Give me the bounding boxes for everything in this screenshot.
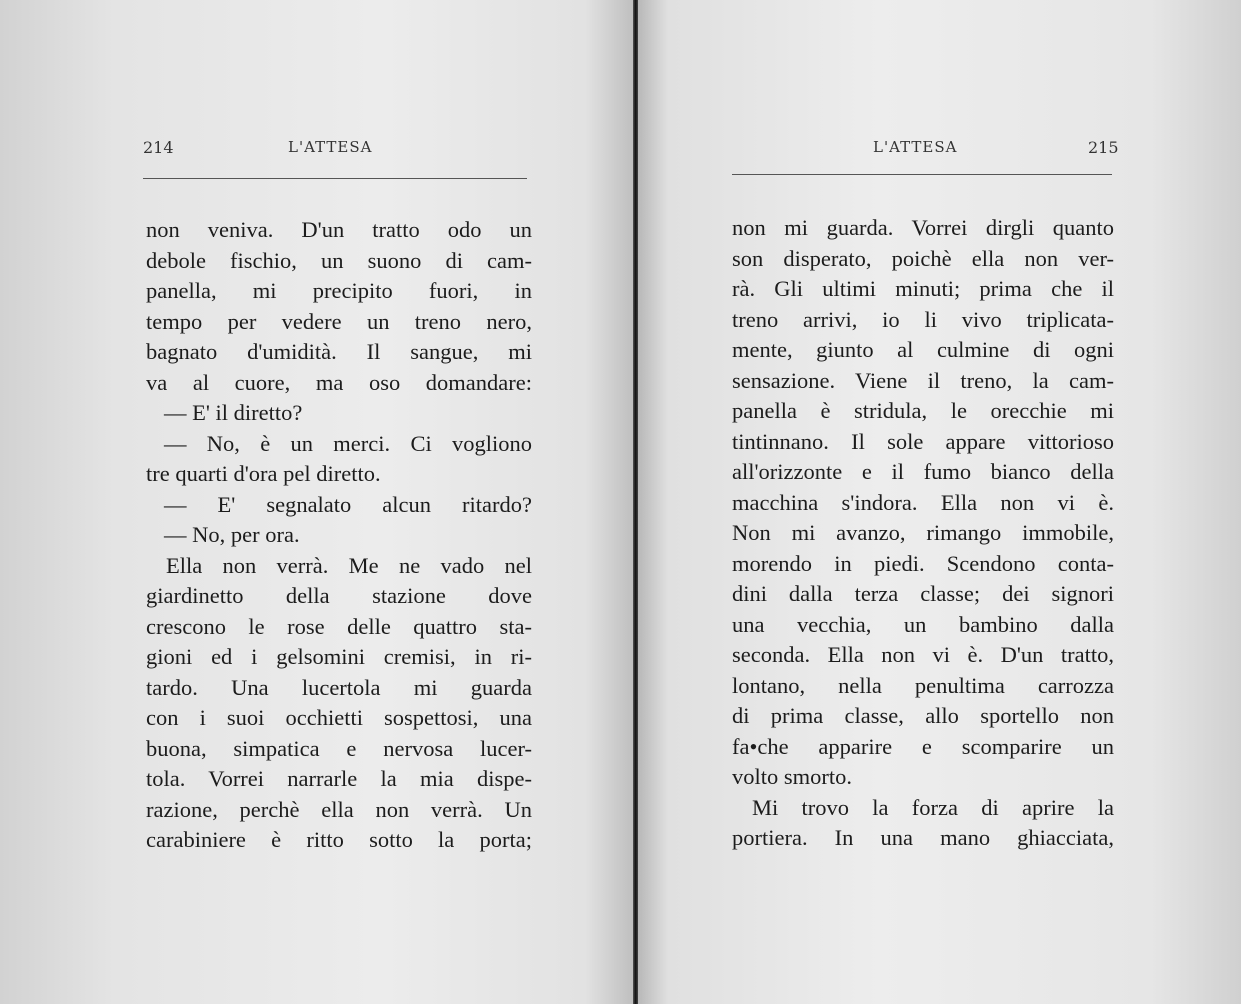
text-line: son disperato, poichè ella non ver-	[732, 245, 1114, 271]
text-line: razione, perchè ella non verrà. Un	[146, 796, 532, 822]
right-header-rule	[732, 174, 1112, 175]
text-line: volto smorto.	[732, 764, 853, 789]
text-line: — E' il diretto?	[164, 400, 303, 425]
right-page-number: 215	[1088, 138, 1119, 157]
text-line: gioni ed i gelsomini cremisi, in ri-	[146, 644, 532, 669]
text-line: macchina s'indora. Ella non vi è.	[732, 489, 1114, 515]
text-line: bagnato d'umidità. Il sangue, mi	[146, 339, 532, 364]
text-line: Mi trovo la forza di aprire la	[752, 794, 1114, 820]
left-running-head: L'ATTESA	[288, 138, 373, 156]
text-line: panella è stridula, le orecchie mi	[732, 398, 1114, 423]
text-line: all'orizzonte e il fumo bianco della	[732, 459, 1114, 484]
text-line: tardo. Una lucertola mi guarda	[146, 674, 532, 700]
text-line: mente, giunto al culmine di ogni	[732, 337, 1114, 362]
text-line: di prima classe, allo sportello non	[732, 703, 1114, 728]
text-line: — No, per ora.	[164, 522, 300, 547]
text-line: — No, è un merci. Ci vogliono	[164, 430, 532, 456]
text-line: non veniva. D'un tratto odo un	[146, 217, 532, 242]
text-line: treno arrivi, io li vivo triplicata-	[732, 306, 1114, 332]
text-line: tola. Vorrei narrarle la mia dispe-	[146, 766, 532, 791]
text-line: non mi guarda. Vorrei dirgli quanto	[732, 215, 1114, 240]
text-line: — E' segnalato alcun ritardo?	[164, 491, 532, 517]
text-line: dini dalla terza classe; dei signori	[732, 581, 1114, 606]
text-line: tintinnano. Il sole appare vittorioso	[732, 428, 1114, 454]
text-line: crescono le rose delle quattro sta-	[146, 613, 532, 639]
right-page	[638, 0, 1241, 1004]
text-line: carabiniere è ritto sotto la porta;	[146, 827, 532, 852]
text-line: buona, simpatica e nervosa lucer-	[146, 735, 532, 761]
right-body-text	[732, 213, 1114, 854]
text-line: seconda. Ella non vi è. D'un tratto,	[732, 642, 1114, 667]
text-line: panella, mi precipito fuori, in	[146, 278, 532, 303]
text-line: Non mi avanzo, rimango immobile,	[732, 520, 1114, 545]
text-line: tre quarti d'ora pel diretto.	[146, 461, 381, 486]
text-line: lontano, nella penultima carrozza	[732, 672, 1114, 698]
left-header-rule	[143, 178, 527, 179]
text-line: va al cuore, ma oso domandare:	[146, 369, 532, 395]
text-line: rà. Gli ultimi minuti; prima che il	[732, 276, 1114, 301]
text-line: debole fischio, un suono di cam-	[146, 247, 532, 273]
text-line: sensazione. Viene il treno, la cam-	[732, 367, 1114, 393]
text-line: tempo per vedere un treno nero,	[146, 308, 532, 334]
text-line: portiera. In una mano ghiacciata,	[732, 825, 1114, 850]
left-page-number: 214	[143, 138, 174, 157]
right-running-head: L'ATTESA	[873, 138, 958, 156]
text-line: morendo in piedi. Scendono conta-	[732, 550, 1114, 576]
text-line: con i suoi occhietti sospettosi, una	[146, 705, 532, 730]
text-line: giardinetto della stazione dove	[146, 583, 532, 608]
text-line: una vecchia, un bambino dalla	[732, 611, 1114, 637]
text-line: Ella non verrà. Me ne vado nel	[166, 552, 532, 578]
left-body-text	[146, 215, 532, 856]
text-line: fa•che apparire e scomparire un	[732, 733, 1114, 759]
